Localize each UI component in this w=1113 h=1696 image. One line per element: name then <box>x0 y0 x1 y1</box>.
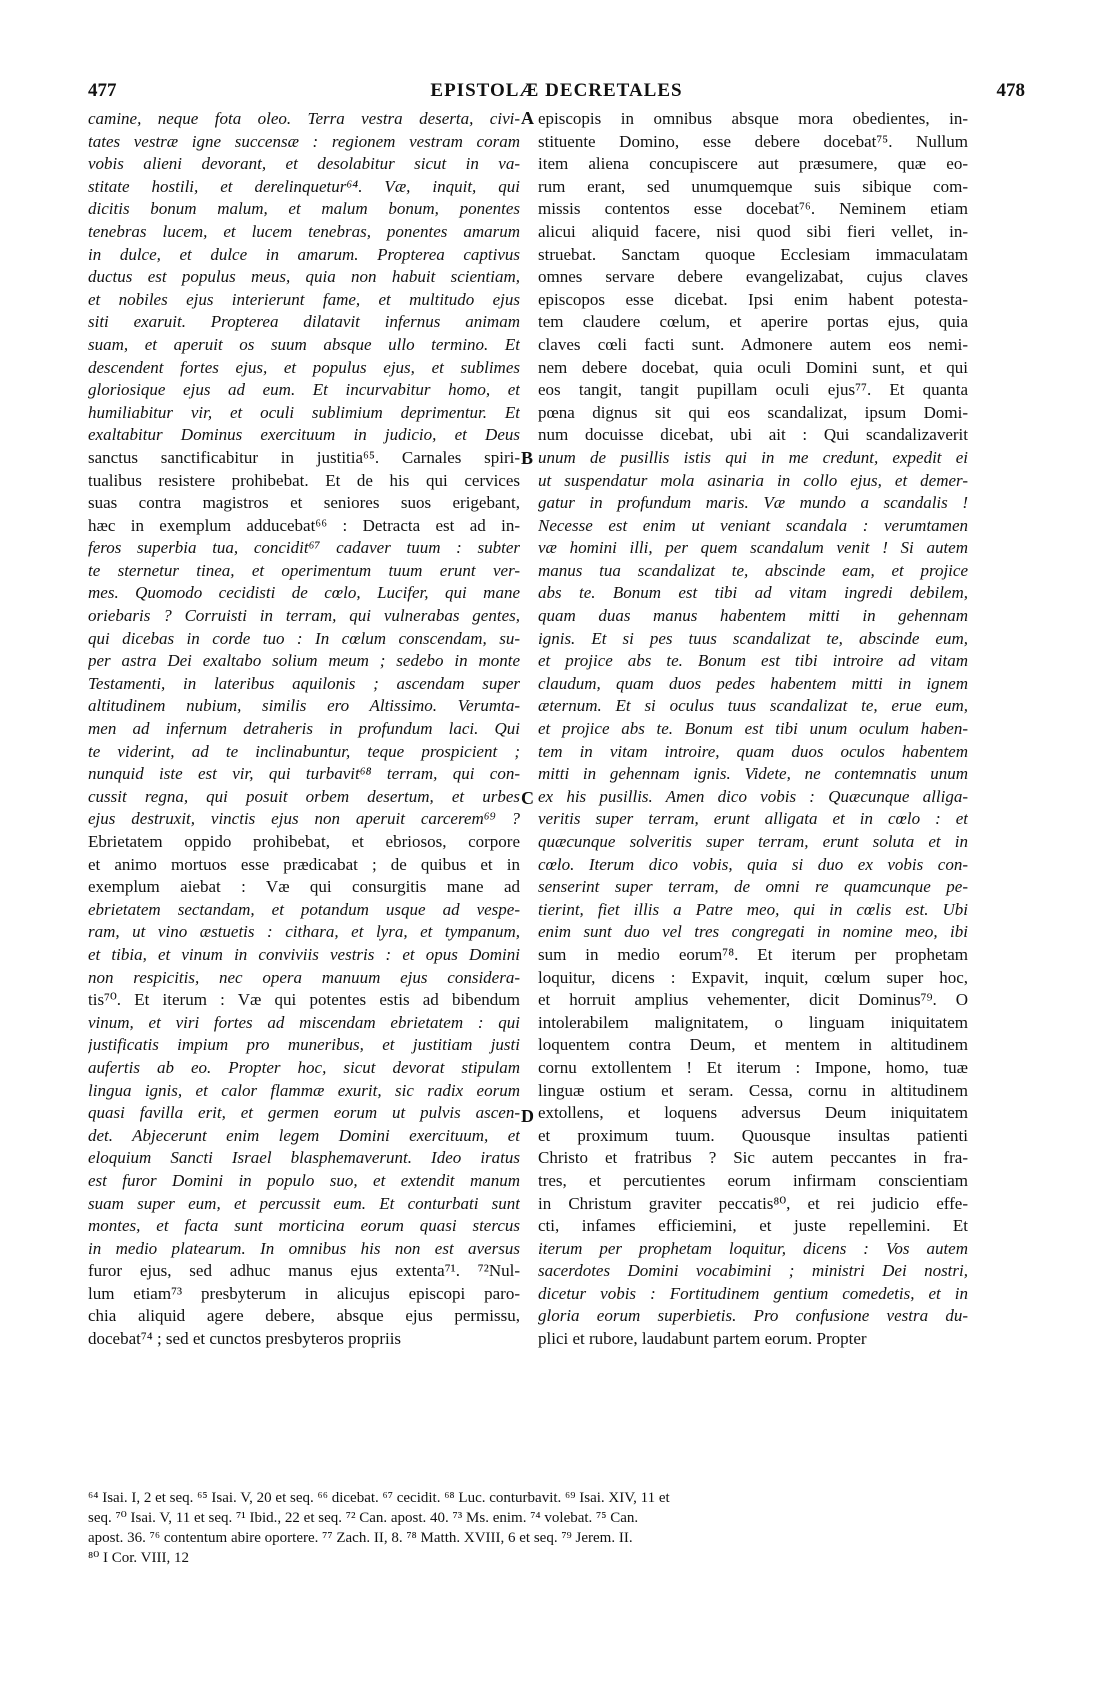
text-line: et nobiles ejus interierunt fame, et multitudo ejus <box>88 289 520 309</box>
text-line: manus tua scandalizat te, abscinde eam, et projice <box>538 560 968 580</box>
text-line: Christo et fratribus ? Sic autem peccantes in fra- <box>538 1148 968 1168</box>
text-line: suam super eum, et percussit eum. Et conturbati sunt <box>88 1193 520 1213</box>
text-line: nunquid iste est vir, qui turbavit⁶⁸ terram, qui con- <box>88 764 520 784</box>
text-line: aufertis ab eo. Propter hoc, sicut devorat stipulam <box>88 1057 520 1077</box>
text-line: loquitur, dicens : Expavit, inquit, cœlum super hoc, <box>538 967 968 987</box>
text-line: gloriosique ejus ad eum. Et incurvabitur homo, et <box>88 380 520 400</box>
text-line: justificatis impium pro muneribus, et justitiam justi <box>88 1035 520 1055</box>
text-line: montes, et facta sunt morticina eorum quasi stercus <box>88 1216 520 1236</box>
text-line: det. Abjecerunt enim legem Domini exercituum, et <box>88 1125 520 1145</box>
text-line: lingua ignis, et calor flammæ exurit, sic radix eorum <box>88 1080 520 1100</box>
text-line: ejus destruxit, vinctis ejus non aperuit carcerem⁶⁹ ? <box>88 809 520 829</box>
text-line: et projice abs te. Bonum est tibi unum oculum haben- <box>538 719 968 739</box>
text-line: extollens, et loquens adversus Deum iniquitatem <box>538 1103 968 1123</box>
left-column <box>88 108 520 1351</box>
footnote-line: apost. 36. ⁷⁶ contentum abire oportere. ⁷⁷ Zach. II, 8. ⁷⁸ Matth. XVIII, 6 et seq. ⁷⁹ Jerem. II. <box>88 1530 633 1546</box>
text-line: nem debere docebat, quia oculi Domini sunt, et qui <box>538 357 968 377</box>
margin-letter-a: A <box>521 108 534 128</box>
text-line: loquentem contra Deum, et mentem in altitudinem <box>538 1035 968 1055</box>
text-line: humiliabitur vir, et oculi sublimium deprimentur. Et <box>88 402 520 422</box>
text-line: iterum per prophetam loquitur, dicens : Vos autem <box>538 1238 968 1258</box>
text-line: dicetur vobis : Fortitudinem gentium comedetis, et in <box>538 1283 968 1303</box>
text-line: et tibia, et vinum in conviviis vestris : et opus Domini <box>88 944 520 964</box>
text-line: plici et rubore, laudabunt partem eorum. Propter <box>538 1329 867 1349</box>
text-line: chia aliquid agere debere, absque ejus permissu, <box>88 1306 520 1326</box>
text-line: cti, infames efficiemini, et juste repellemini. Et <box>538 1216 968 1236</box>
text-line: tem claudere cœlum, et aperire portas ejus, quia <box>538 312 968 332</box>
text-line: ut suspendatur mola asinaria in collo ejus, et demer- <box>538 470 968 490</box>
right-column <box>538 108 968 1351</box>
text-line: Ebrietatem oppido prohibebat, et ebriosos, corpore <box>88 832 520 851</box>
text-line: oriebaris ? Corruisti in terram, qui vulnerabas gentes, <box>88 606 520 626</box>
margin-letter-c: C <box>521 788 534 808</box>
text-line: suam, et aperuit os suum absque ullo termino. Et <box>88 334 520 354</box>
text-line: item aliena concupiscere aut præsumere, quæ eo- <box>538 154 968 174</box>
text-line: descendent fortes ejus, et populus ejus, et sublimes <box>88 357 520 377</box>
text-line: altitudinem nubium, similis ero Altissimo. Verumta- <box>88 696 520 716</box>
text-line: gatur in profundum maris. Væ mundo a scandalis ! <box>538 493 968 513</box>
text-line: senserint super terram, de omni re quamcunque pe- <box>538 877 968 897</box>
text-line: cornu extollentem ! Et iterum : Impone, homo, tuæ <box>538 1057 968 1077</box>
text-line: struebat. Sanctam quoque Ecclesiam immaculatam <box>538 244 968 264</box>
text-line: veritis super terram, erunt alligata et in cœlo : et <box>538 809 968 829</box>
text-line: quæcunque solveritis super terram, erunt soluta et in <box>538 832 968 851</box>
text-line: tualibus resistere prohibebat. Et de his qui cervices <box>88 470 520 490</box>
right-page-number: 478 <box>996 80 1025 101</box>
text-line: vobis alieni devorant, et desolabitur sicut in va- <box>88 154 520 174</box>
text-line: exaltabitur Dominus exercituum in judicio, et Deus <box>88 425 520 445</box>
left-page-number: 477 <box>88 80 117 101</box>
text-line: vinum, et viri fortes ad miscendam ebrietatem : qui <box>88 1012 520 1032</box>
text-line: tates vestræ igne succensæ : regionem vestram coram <box>88 131 520 151</box>
text-line: omnes servare debere evangelizabat, cujus claves <box>538 267 968 287</box>
text-line: episcopis in omnibus absque mora obedientes, in- <box>538 109 968 128</box>
text-line: abs te. Bonum est tibi ad vitam ingredi debilem, <box>538 583 968 603</box>
text-line: num docuisse dicebat, ubi ait : Qui scandalizaverit <box>538 425 968 445</box>
text-line: tis⁷⁰. Et iterum : Væ qui potentes estis ad bibendum <box>88 990 520 1010</box>
text-line: stituente Domino, esse debere docebat⁷⁵. Nullum <box>538 131 968 151</box>
text-line: camine, neque fota oleo. Terra vestra deserta, civi- <box>88 109 520 128</box>
text-line: sacerdotes Domini vocabimini ; ministri Dei nostri, <box>538 1261 968 1281</box>
text-line: eloquium Sancti Israel blasphemaverunt. Ideo iratus <box>88 1148 520 1168</box>
text-line: furor ejus, sed adhuc manus ejus extenta⁷¹. ⁷²Nul- <box>88 1261 520 1281</box>
margin-letter-b: B <box>521 448 534 468</box>
text-line: men ad infernum detraheris in profundum laci. Qui <box>88 719 520 739</box>
running-title: EPISTOLÆ DECRETALES <box>430 80 683 101</box>
text-line: missis contentos esse docebat⁷⁶. Neminem etiam <box>538 199 968 219</box>
text-line: intolerabilem malignitatem, o linguam iniquitatem <box>538 1012 968 1032</box>
text-line: dicitis bonum malum, et malum bonum, ponentes <box>88 199 520 219</box>
text-line: sanctus sanctificabitur in justitia⁶⁵. Carnales spiri- <box>88 447 520 467</box>
text-line: quasi favilla erit, et germen eorum ut pulvis ascen- <box>88 1103 520 1123</box>
text-line: claves cœli facti sunt. Admonere autem eos nemi- <box>538 334 968 354</box>
text-line: Testamenti, in lateribus aquilonis ; ascendam super <box>88 673 520 693</box>
margin-letter-d: D <box>521 1106 534 1126</box>
text-line: te viderint, ad te inclinabuntur, teque prospicient ; <box>88 741 520 761</box>
text-line: hæc in exemplum adducebat⁶⁶ : Detracta est ad in- <box>88 515 520 535</box>
footnote-line: ⁶⁴ Isai. I, 2 et seq. ⁶⁵ Isai. V, 20 et seq. ⁶⁶ dicebat. ⁶⁷ cecidit. ⁶⁸ Luc. conturbavit. ⁶⁹ Isai. XIV, 11 et <box>88 1490 670 1506</box>
text-line: claudum, quam duos pedes habentem mitti in ignem <box>538 673 968 693</box>
text-line: docebat⁷⁴ ; sed et cunctos presbyteros propriis <box>88 1329 402 1349</box>
text-line: lum etiam⁷³ presbyterum in alicujus episcopi paro- <box>88 1283 520 1303</box>
text-line: te sternetur tinea, et operimentum tuum erunt ver- <box>88 560 520 580</box>
text-line: tierint, fiet illis a Patre meo, qui in cœlis est. Ubi <box>538 899 968 919</box>
text-line: tem in vitam introire, quam duos oculos habentem <box>538 741 968 761</box>
text-line: ex his pusillis. Amen dico vobis : Quæcunque alliga- <box>538 786 968 806</box>
text-line: enim sunt duo vel tres congregati in nomine meo, ibi <box>538 922 968 942</box>
footnote-line: ⁸⁰ I Cor. VIII, 12 <box>88 1550 189 1566</box>
text-line: non respicitis, nec opera manuum ejus considera- <box>88 967 520 987</box>
text-line: qui dicebas in corde tuo : In cœlum conscendam, su- <box>88 628 520 648</box>
text-line: feros superbia tua, concidit⁶⁷ cadaver tuum : subter <box>88 538 520 558</box>
text-line: unum de pusillis istis qui in me credunt, expedit ei <box>538 447 968 467</box>
text-line: suas contra magistros et seniores suos erigebant, <box>88 493 520 513</box>
text-line: cussit regna, qui posuit orbem desertum, et urbes <box>88 786 520 806</box>
text-line: in dulce, et dulce in amarum. Propterea captivus <box>88 244 520 264</box>
text-line: pœna dignus sit qui eos scandalizat, ipsum Domi- <box>538 402 968 422</box>
text-line: in medio platearum. In omnibus his non est aversus <box>88 1238 520 1258</box>
text-line: et animo mortuos esse prædicabat ; de quibus et in <box>88 854 520 874</box>
text-line: per astra Dei exaltabo solium meum ; sedebo in monte <box>88 651 520 671</box>
text-line: linguæ ostium et seram. Cessa, cornu in altitudinem <box>538 1080 968 1100</box>
text-line: alicui aliquid facere, nisi quod sibi fieri vellet, in- <box>538 221 968 241</box>
text-line: væ homini illi, per quem scandalum venit ! Si autem <box>538 538 968 558</box>
footnote-line: seq. ⁷⁰ Isai. V, 11 et seq. ⁷¹ Ibid., 22 et seq. ⁷² Can. apost. 40. ⁷³ Ms. enim. ⁷⁴ volebat. ⁷⁵ Can. <box>88 1510 639 1526</box>
text-line: et proximum tuum. Quousque insultas patienti <box>538 1125 968 1145</box>
text-line: eos tangit, tangit pupillam oculi ejus⁷⁷. Et quanta <box>538 380 968 400</box>
text-line: gloria eorum superbietis. Pro confusione vestra du- <box>538 1306 968 1326</box>
text-line: sum in medio eorum⁷⁸. Et iterum per prophetam <box>538 944 968 964</box>
text-line: tenebras lucem, et lucem tenebras, ponentes amarum <box>88 221 520 241</box>
text-line: exemplum aiebat : Væ qui consurgitis mane ad <box>88 877 520 897</box>
text-line: æternum. Et si oculus tuus scandalizat te, erue eum, <box>538 696 968 716</box>
text-line: in Christum graviter peccatis⁸⁰, et rei judicio effe- <box>538 1193 968 1213</box>
text-line: quam duas manus habentem mitti in gehennam <box>538 606 968 626</box>
text-line: ductus est populus meus, quia non habuit scientiam, <box>88 267 520 287</box>
text-line: siti exaruit. Propterea dilatavit infernus animam <box>88 312 520 332</box>
text-line: ram, ut vino æstuetis : cithara, et lyra, et tympanum, <box>88 922 520 942</box>
text-line: ebrietatem sectandam, et potandum usque ad vespe- <box>88 899 520 919</box>
text-line: est furor Domini in populo suo, et extendit manum <box>88 1170 520 1190</box>
text-line: et projice abs te. Bonum est tibi introire ad vitam <box>538 651 968 671</box>
text-line: tres, et percutientes eorum infirmam conscientiam <box>538 1170 968 1190</box>
text-line: cœlo. Iterum dico vobis, quia si duo ex vobis con- <box>538 854 968 874</box>
text-line: ignis. Et si pes tuus scandalizat te, abscinde eum, <box>538 628 968 648</box>
text-line: Necesse est enim ut veniant scandala : verumtamen <box>538 515 968 535</box>
text-line: mitti in gehennam ignis. Videte, ne contemnatis unum <box>538 764 968 784</box>
text-line: mes. Quomodo cecidisti de cœlo, Lucifer, qui mane <box>88 583 520 603</box>
footnotes <box>88 1488 963 1568</box>
text-line: rum erant, sed unumquemque suis sibique com- <box>538 176 968 196</box>
text-line: stitate hostili, et derelinquetur⁶⁴. Væ, inquit, qui <box>88 176 520 196</box>
text-line: episcopos esse dicebat. Ipsi enim habent potesta- <box>538 289 968 309</box>
text-line: et horruit amplius vehementer, dicit Dominus⁷⁹. O <box>538 990 968 1010</box>
